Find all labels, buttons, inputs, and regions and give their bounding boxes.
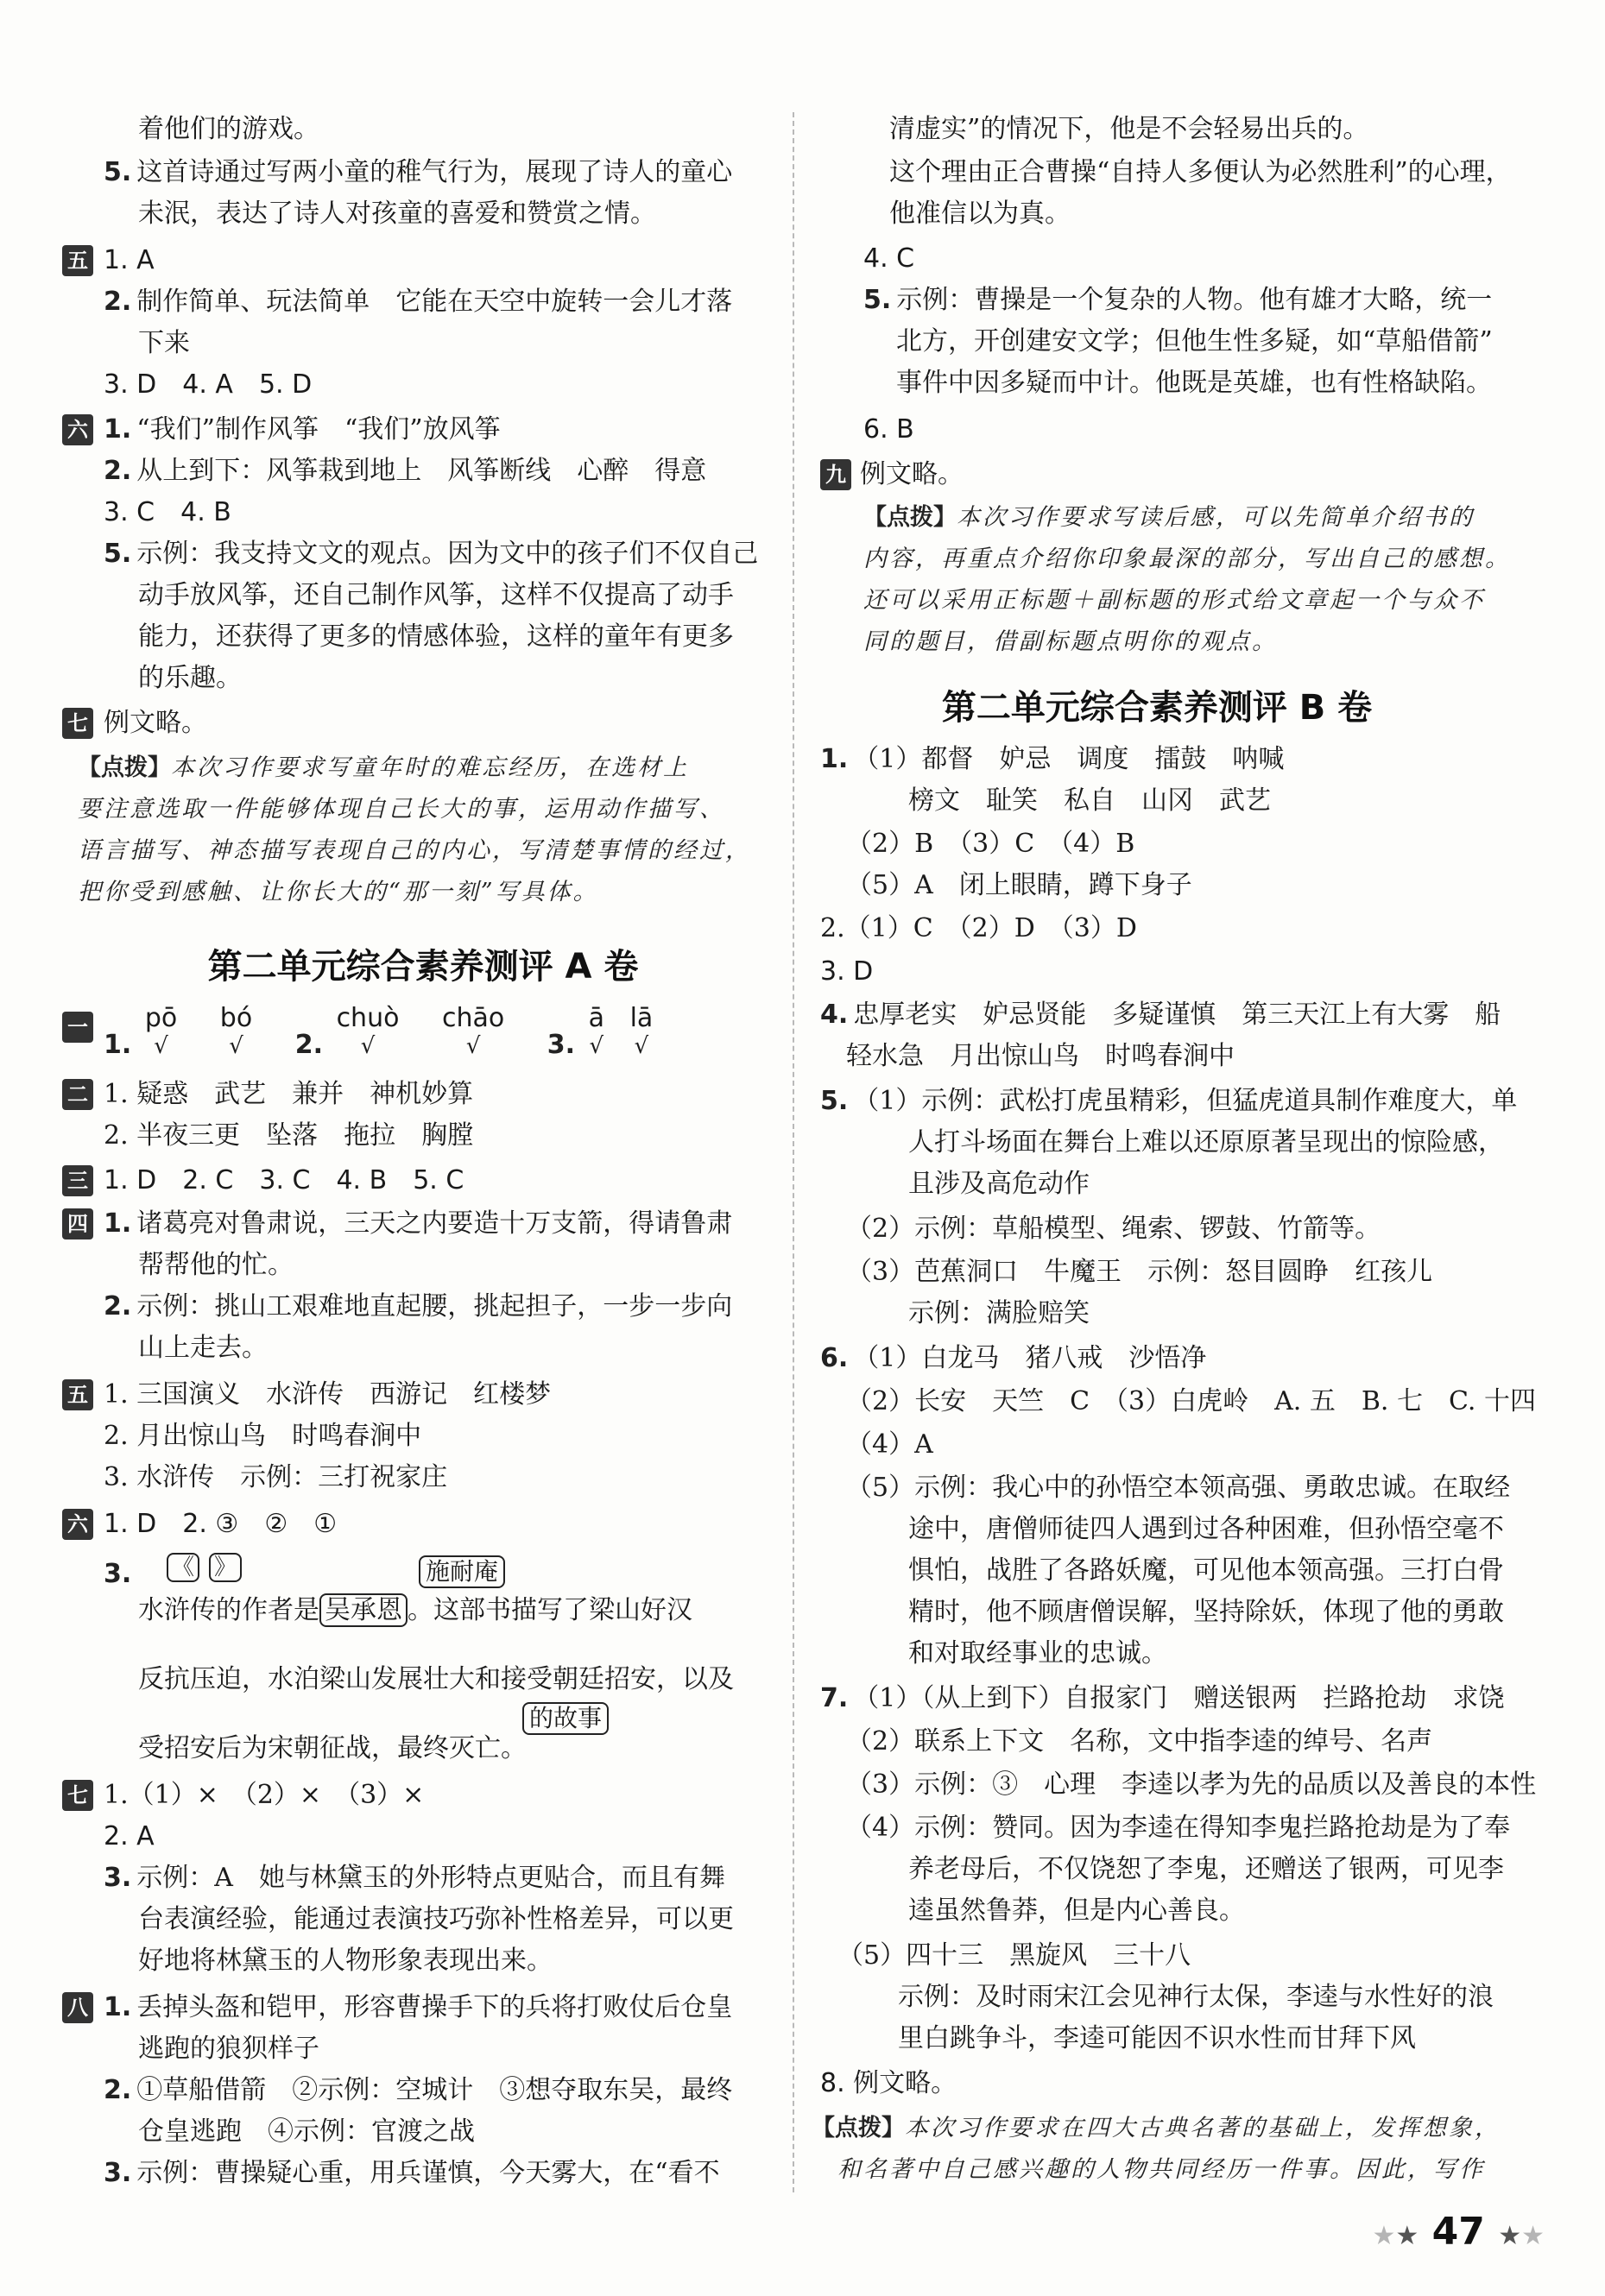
answer-line: 2.（1）C （2）D （3）D	[820, 913, 1137, 943]
text-line: 榜文 耻笑 私自 山冈 武艺	[908, 785, 1271, 816]
answer-line: 7. （1）（从上到下）自报家门 赠送银两 拦路抢劫 求饶	[820, 1683, 1505, 1713]
answer-line: （4）示例：赞同。因为李逵在得知李鬼拦路抢劫是为了奉	[846, 1813, 1511, 1843]
text-line: 下来	[138, 328, 190, 358]
answer-line: （3）芭蕉洞口 牛魔王 示例：怒目圆睁 红孩儿	[846, 1257, 1433, 1287]
answer-line: （2）长安 天竺 C （3）白虎岭 A. 五 B. 七 C. 十四	[846, 1386, 1536, 1416]
answer-line: 2. A	[104, 1821, 155, 1851]
answer-line: 1.（1）× （2）× （3）×	[104, 1780, 425, 1810]
pinyin-item: pō √	[144, 1003, 178, 1059]
answer-line: 6. B	[863, 414, 914, 445]
text-line: 帮帮他的忙。	[138, 1250, 294, 1280]
text-line: 他准信以为真。	[889, 199, 1071, 229]
text-line: 着他们的游戏。	[138, 114, 319, 144]
answer-line: （4）A	[846, 1429, 933, 1460]
answer-line: 8. 例文略。	[820, 2068, 957, 2098]
correction-note: 施耐庵	[419, 1555, 505, 1588]
answer-line: 1. D 2. C 3. C 4. B 5. C	[104, 1165, 464, 1195]
hint-line: 要注意选取一件能够体现自己长大的事，运用动作描写、	[78, 796, 725, 823]
text-line: 惧怕，战胜了各路妖魔，可见他本领高强。三打白骨	[908, 1555, 1504, 1586]
answer-line: 2. 制作简单、玩法简单 它能在天空中旋转一会儿才落	[104, 287, 733, 317]
correction-note: 的故事	[522, 1702, 609, 1735]
answer-line: 2. 月出惊山鸟 时鸣春涧中	[104, 1421, 422, 1451]
text-line: 人打斗场面在舞台上难以还原原著呈现出的惊险感，	[908, 1127, 1504, 1157]
hint-line: 把你受到感触、让你长大的“那一刻”写具体。	[78, 879, 599, 905]
answer-line: 例文略。	[104, 708, 207, 738]
text-line: 的乐趣。	[138, 663, 242, 693]
text-line: 养老母后，不仅饶恕了李鬼，还赠送了银两，可见李	[908, 1854, 1504, 1884]
section-title-b: 第二单元综合素养测评 B 卷	[941, 688, 1373, 728]
star-icon: ★	[1498, 2221, 1522, 2251]
section-badge-9: 九	[820, 459, 851, 490]
section-badge-7b: 七	[62, 1780, 93, 1811]
text-line: 示例：及时雨宋江会见神行太保，李逵与水性好的浪	[898, 1982, 1494, 2012]
star-icon: ★	[1372, 2221, 1396, 2251]
pinyin-item: ā √	[588, 1003, 605, 1059]
answer-line: 4. C	[863, 243, 915, 274]
answer-line: 5. 示例：我支持文文的观点。因为文中的孩子们不仅自己	[104, 539, 759, 569]
answer-line: 3. D 4. A 5. D	[104, 369, 313, 400]
section-badge-5b: 五	[62, 1379, 93, 1410]
star-icon: ★	[1521, 2221, 1545, 2251]
answer-line: 1. 疑惑 武艺 兼并 神机妙算	[104, 1079, 474, 1109]
hint-line: 【点拨】本次习作要求写读后感，可以先简单介绍书的	[863, 504, 1475, 531]
section-badge-4: 四	[62, 1208, 93, 1239]
right-column	[812, 0, 1537, 2296]
text-line: 逵虽然鲁莽，但是内心善良。	[908, 1895, 1245, 1926]
answer-line: 水浒传的作者是 吴承恩 。这部书描写了梁山好汉	[138, 1595, 692, 1625]
section-badge-3: 三	[62, 1165, 93, 1196]
answer-line: （5）示例：我心中的孙悟空本领高强、勇敢忠诚。在取经	[846, 1473, 1511, 1503]
answer-line: （5）A 闭上眼睛，蹲下身子	[846, 870, 1192, 900]
hint-line: 内容，再重点介绍你印象最深的部分，写出自己的感想。	[863, 546, 1511, 572]
section-badge-6b: 六	[62, 1509, 93, 1540]
answer-line: 1. D 2. ③ ② ①	[104, 1509, 338, 1539]
section-title-a: 第二单元综合素养测评 A 卷	[207, 947, 639, 987]
text-line: 山上走去。	[138, 1333, 268, 1363]
hint-line: 【点拨】本次习作要求在四大古典名著的基础上，发挥想象，	[812, 2115, 1501, 2141]
text-line: 反抗压迫，水泊梁山发展壮大和接受朝廷招安，以及	[138, 1664, 734, 1694]
answer-line: 3. D	[820, 956, 874, 987]
text-line: 逃跑的狼狈样子	[138, 2034, 319, 2064]
section-badge-1: 一	[62, 1012, 93, 1043]
section-badge-5: 五	[62, 245, 93, 276]
answer-line: 1. 三国演义 水浒传 西游记 红楼梦	[104, 1379, 552, 1410]
answer-line: 1. “我们”制作风筝 “我们”放风筝	[104, 414, 501, 445]
answer-line: 5. 示例：曹操是一个复杂的人物。他有雄才大略，统一	[863, 285, 1493, 315]
answer-line: 2. 示例：挑山工艰难地直起腰，挑起担子，一步一步向	[104, 1291, 733, 1321]
answer-line: （3）示例：③ 心理 李逵以孝为先的品质以及善良的本性	[846, 1769, 1537, 1800]
answer-line: 例文略。	[860, 459, 964, 489]
section-badge-6: 六	[62, 414, 93, 445]
page-number: ★★ 47 ★★	[1372, 2210, 1545, 2254]
answer-line: 3. 水浒传 示例：三打祝家庄	[104, 1462, 448, 1492]
text-line: 清虚实”的情况下，他是不会轻易出兵的。	[889, 114, 1369, 144]
answer-line: 1. 丢掉头盔和铠甲，形容曹操手下的兵将打败仗后仓皇	[104, 1992, 733, 2022]
text-line: 能力，还获得了更多的情感体验，这样的童年有更多	[138, 621, 734, 652]
answer-number: 3.	[104, 1559, 132, 1589]
hint-line: 还可以采用正标题＋副标题的形式给文章起一个与众不	[863, 587, 1485, 614]
text-line: 示例：满脸赔笑	[908, 1298, 1090, 1328]
answer-line: （2）示例：草船模型、绳索、锣鼓、竹箭等。	[846, 1214, 1381, 1244]
answer-line: 5. （1）示例：武松打虎虽精彩，但猛虎道具制作难度大，单	[820, 1086, 1518, 1116]
answer-line: 6. （1）白龙马 猪八戒 沙悟净	[820, 1343, 1207, 1373]
pinyin-item: lā √	[629, 1003, 654, 1059]
answer-line: （2）B （3）C （4）B	[846, 829, 1135, 859]
column-divider	[793, 112, 794, 2192]
answer-line: 2. 半夜三更 坠落 拖拉 胸膛	[104, 1120, 474, 1151]
hint-line: 语言描写、神态描写表现自己的内心，写清楚事情的经过，	[78, 837, 751, 864]
section-badge-8: 八	[62, 1992, 93, 2023]
text-line: 受招安后为宋朝征战，最终灭亡。	[138, 1733, 527, 1763]
answer-line: 3. C 4. B	[104, 497, 231, 527]
left-column	[67, 0, 768, 2296]
correction-mark: 《	[167, 1550, 199, 1585]
text-line: 动手放风筝，还自己制作风筝，这样不仅提高了动手	[138, 580, 734, 610]
hint-line: 同的题目，借副标题点明你的观点。	[863, 628, 1278, 655]
answer-line: 1. 诸葛亮对鲁肃说，三天之内要造十万支箭，得请鲁肃	[104, 1208, 733, 1239]
answer-line: 5. 这首诗通过写两小童的稚气行为，展现了诗人的童心	[104, 157, 733, 187]
pinyin-answer-row: 1. pō √ bó √ 2. chuò √ chāo √ 3. ā √ lā √	[104, 1003, 654, 1060]
correction-mark: 》	[209, 1550, 242, 1585]
section-badge-2: 二	[62, 1079, 93, 1110]
answer-line: 1. A	[104, 245, 155, 275]
text-line: 精时，他不顾唐僧误解，坚持除妖，体现了他的勇敢	[908, 1597, 1504, 1627]
answer-line: 3. 示例：A 她与林黛玉的外形特点更贴合，而且有舞	[104, 1863, 725, 1893]
answer-line: （2）联系上下文 名称，文中指李逵的绰号、名声	[846, 1726, 1433, 1757]
answer-line: 1. （1）都督 妒忌 调度 擂鼓 呐喊	[820, 744, 1285, 774]
section-badge-7: 七	[62, 708, 93, 739]
text-line: 里白跳争斗，李逵可能因不识水性而甘拜下风	[898, 2023, 1416, 2053]
answer-line: 4. 忠厚老实 妒忌贤能 多疑谨慎 第三天江上有大雾 船	[820, 1000, 1501, 1030]
pinyin-item: chāo √	[442, 1003, 505, 1059]
text-line: 且涉及高危动作	[908, 1169, 1090, 1199]
pinyin-item: bó √	[219, 1003, 253, 1059]
text-line: 北方，开创建安文学；但他生性多疑，如“草船借箭”	[896, 326, 1493, 356]
star-icon: ★	[1395, 2221, 1419, 2251]
answer-line: （5）四十三 黑旋风 三十八	[837, 1940, 1191, 1971]
text-line: 这个理由正合曹操“自持人多便认为必然胜利”的心理，	[889, 157, 1512, 187]
text-line: 仓皇逃跑 ④示例：官渡之战	[138, 2116, 475, 2147]
hint-line: 【点拨】本次习作要求写童年时的难忘经历，在选材上	[78, 754, 689, 781]
text-line: 和对取经事业的忠诚。	[908, 1638, 1167, 1668]
text-line: 好地将林黛玉的人物形象表现出来。	[138, 1946, 553, 1976]
text-line: 途中，唐僧师徒四人遇到过各种困难，但孙悟空毫不	[908, 1514, 1504, 1544]
answer-line: 3. 示例：曹操疑心重，用兵谨慎，今天雾大，在“看不	[104, 2158, 720, 2188]
text-line: 台表演经验，能通过表演技巧弥补性格差异，可以更	[138, 1904, 734, 1934]
answer-line: 2. 从上到下：风筝栽到地上 风筝断线 心醉 得意	[104, 456, 707, 486]
pinyin-item: chuò √	[336, 1003, 400, 1059]
answer-line: 2. ①草船借箭 ②示例：空城计 ③想夺取东吴，最终	[104, 2075, 733, 2105]
text-line: 事件中因多疑而中计。他既是英雄，也有性格缺陷。	[896, 368, 1492, 398]
hint-line: 和名著中自己感兴趣的人物共同经历一件事。因此，写作	[837, 2156, 1485, 2183]
text-line: 未泯，表达了诗人对孩童的喜爱和赞赏之情。	[138, 199, 656, 229]
text-line: 轻水急 月出惊山鸟 时鸣春涧中	[846, 1041, 1235, 1071]
